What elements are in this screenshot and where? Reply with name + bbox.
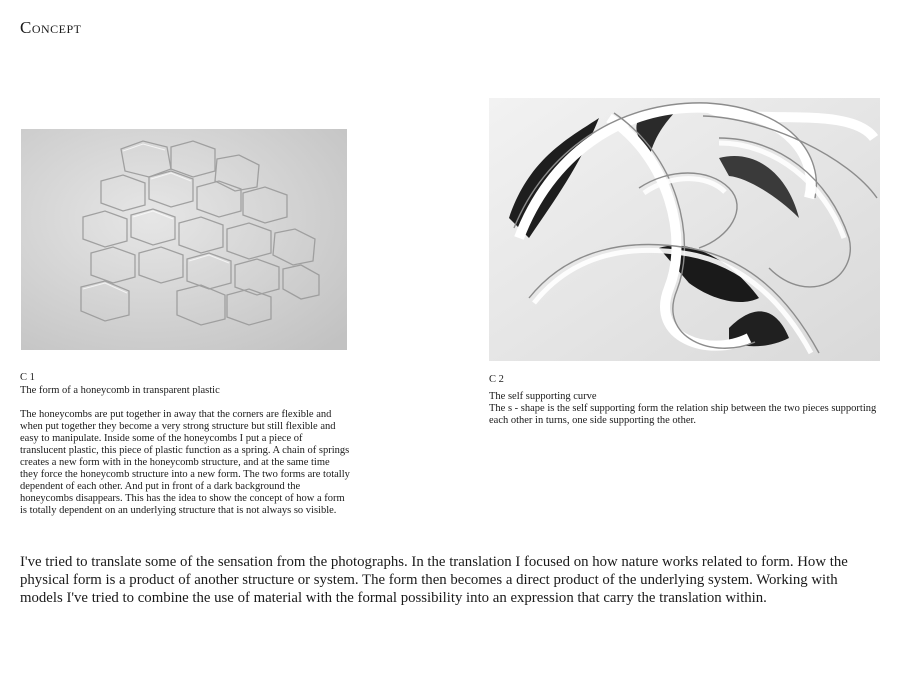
figure-1-caption — [20, 372, 350, 397]
page-title: Concept — [20, 18, 82, 37]
figure-2-caption — [489, 374, 884, 427]
main-paragraph: I've tried to translate some of the sensation from the photographs. In the translation I focused on how nature works related to form. How the physical form is a product of another structure or system. The form then becomes a direct product of the underlying system. Working with models I've tried to combine the use of material with the formal possibility into an expression that carry the translation within. — [20, 554, 848, 606]
figure-2-description: The s - shape is the self supporting form the relation ship between the two pieces supporting each other in turns, one side supporting the other. — [489, 403, 877, 426]
figure-1-title: The form of a honeycomb in transparent plastic — [20, 385, 220, 396]
figure-1-id: C 1 — [20, 372, 35, 383]
honeycomb-plastic-photo — [21, 129, 347, 350]
figure-1-description: The honeycombs are put together in away that the corners are flexible and when put together they become a very strong structure but still flexible and easy to manipulate. Inside some of the honeycombs I put a piece of translucent plastic, this piece of plastic function as a spring. A chain of springs creates a new form with in the honeycomb structure, and at the same time they force the honeycomb structure into a new form. The two forms are totally dependent of each other. And put in front of a dark background the honeycombs disappears. This has the idea to show the concept of how a form is totally dependent on an underlying structure that is not always so visible. — [20, 409, 350, 516]
figure-2-title: The self supporting curve — [489, 391, 597, 402]
self-supporting-curve-photo — [489, 98, 880, 361]
figure-2-id: C 2 — [489, 374, 504, 385]
